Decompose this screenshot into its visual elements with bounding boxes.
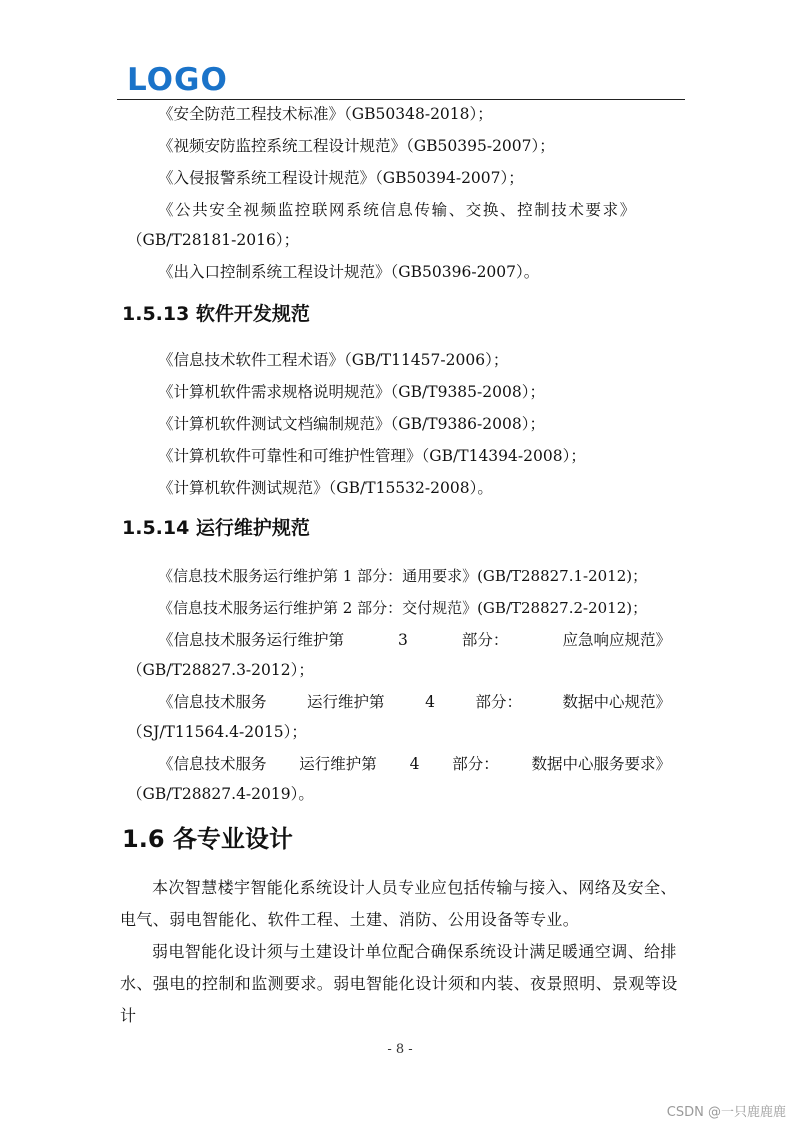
body-paragraph: 本次智慧楼宇智能化系统设计人员专业应包括传输与接入、网络及安全、电气、弱电智能化、软件工程、土建、消防、公用设备等专业。 (120, 878, 677, 929)
standard-item: 《入侵报警系统工程设计规范》（GB50394-2007）； (158, 169, 524, 187)
standard-item-continuation: （GB/T28827.4-2019）。 (127, 785, 314, 803)
standard-item: 《计算机软件测试规范》（GB/T15532-2008）。 (158, 479, 493, 497)
standard-item: 《信息技术服务运行维护第 2 部分：交付规范》(GB/T28827.2-2012)； (158, 599, 648, 617)
section-heading-1-6: 1.6 各专业设计 (122, 825, 293, 853)
page-number: - 8 - (387, 1042, 413, 1057)
standard-item: 《公共安全视频监控联网系统信息传输、交换、控制技术要求》 (158, 201, 637, 219)
body-paragraph: 弱电智能化设计须与土建设计单位配合确保系统设计满足暖通空调、给排水、强电的控制和监测要求。弱电智能化设计须和内装、夜景照明、景观等设计 (120, 942, 678, 1025)
logo: LOGO (127, 62, 228, 98)
standard-item-justified: 《信息技术服务 运行维护第 4 部分： 数据中心服务要求》 (158, 755, 671, 773)
standard-item-continuation: （GB/T28181-2016）； (127, 231, 300, 249)
standard-item: 《计算机软件可靠性和可维护性管理》（GB/T14394-2008）； (158, 447, 586, 465)
section-heading-1-5-14: 1.5.14 运行维护规范 (122, 517, 310, 539)
standard-item-continuation: （GB/T28827.3-2012）； (127, 661, 314, 679)
standard-item-continuation: （SJ/T11564.4-2015）； (127, 723, 307, 741)
standard-item: 《安全防范工程技术标准》（GB50348-2018）； (158, 105, 493, 123)
standard-item: 《信息技术服务运行维护第 1 部分：通用要求》(GB/T28827.1-2012)； (158, 567, 648, 585)
standard-item: 《信息技术软件工程术语》（GB/T11457-2006）； (158, 351, 509, 369)
watermark: CSDN @一只鹿鹿鹿 (666, 1105, 786, 1120)
section-heading-1-5-13: 1.5.13 软件开发规范 (122, 303, 310, 325)
header-divider (117, 99, 685, 100)
standard-item: 《计算机软件需求规格说明规范》（GB/T9385-2008）； (158, 383, 545, 401)
standard-item-justified: 《信息技术服务运行维护第 3 部分： 应急响应规范》 (158, 631, 671, 649)
standard-item: 《出入口控制系统工程设计规范》（GB50396-2007）。 (158, 263, 540, 281)
standard-item-justified: 《信息技术服务 运行维护第 4 部分： 数据中心规范》 (158, 693, 671, 711)
standard-item: 《视频安防监控系统工程设计规范》（GB50395-2007）； (158, 137, 555, 155)
standard-item: 《计算机软件测试文档编制规范》（GB/T9386-2008）； (158, 415, 545, 433)
